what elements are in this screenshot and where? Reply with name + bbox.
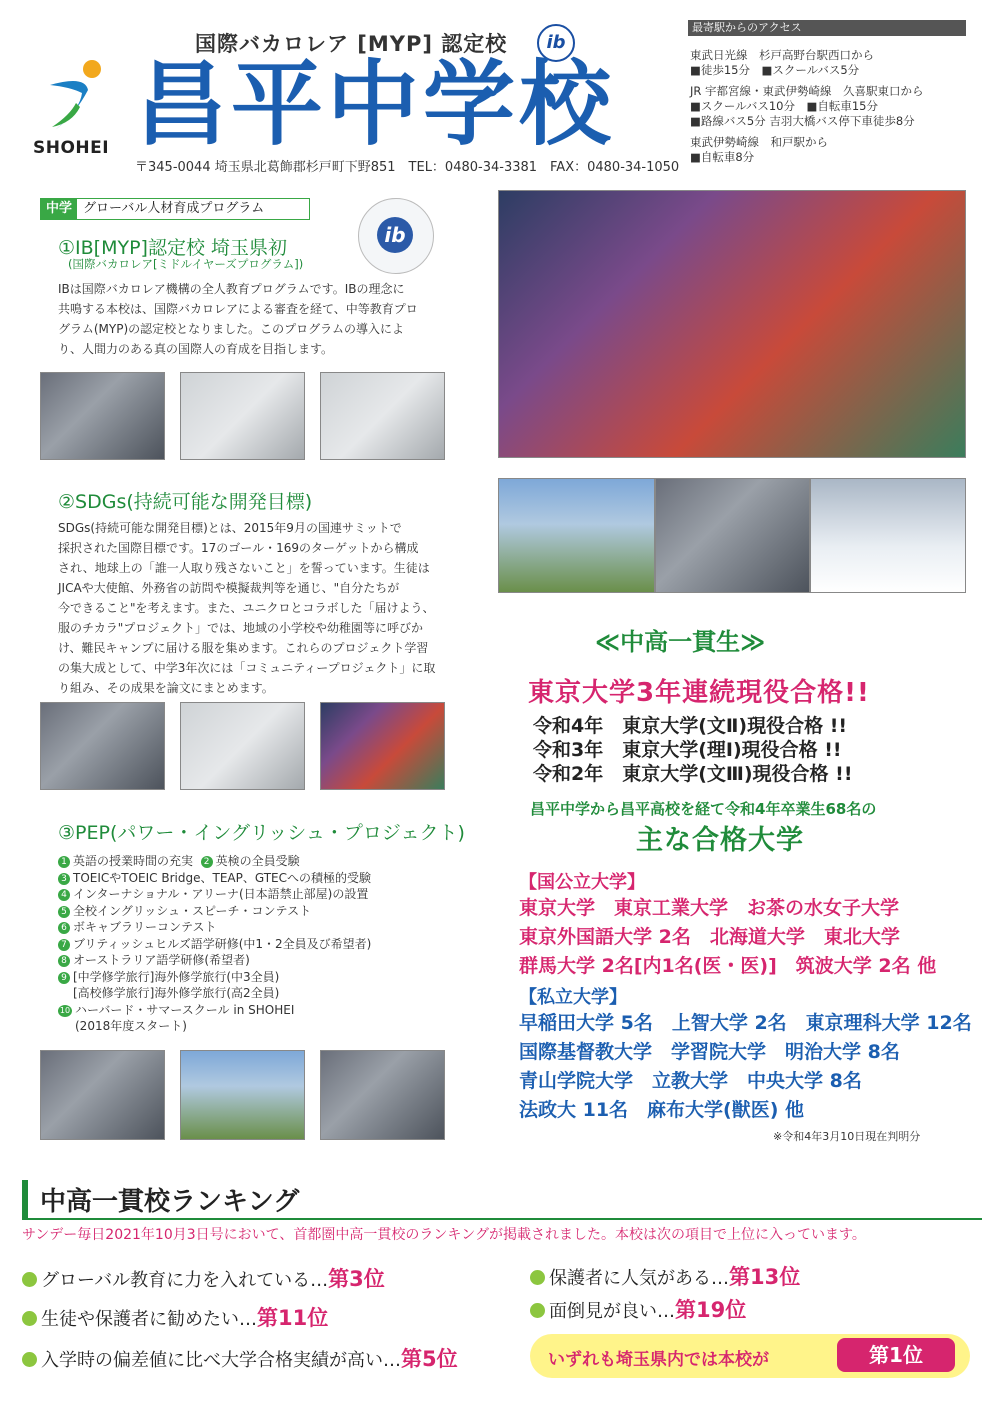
number-badge: 1 <box>58 856 70 868</box>
pep-photo-3 <box>320 1050 445 1140</box>
sdgs-section-text <box>58 518 453 698</box>
number-badge: 9 <box>58 972 70 984</box>
list-item-text: ボキャブラリーコンテスト <box>73 920 217 934</box>
list-item <box>58 870 371 887</box>
ib-section-heading: ①IB[MYP]認定校 埼玉県初 <box>58 237 287 259</box>
text-line: 今できること"を考えます。また、ユニクロとコラボした「届けよう、 <box>58 601 435 615</box>
number-badge: 6 <box>58 922 70 934</box>
ranking-label: 保護者に人気がある… <box>549 1268 729 1289</box>
text-line: SDGs(持続可能な開発目標)とは、2015年9月の国連サミットで <box>58 521 402 535</box>
todai-item: 令和4年 東京大学(文Ⅱ)現役合格 !! <box>533 715 848 737</box>
program-label-text: グローバル人材育成プログラム <box>83 201 265 216</box>
sdgs-photo-2 <box>180 702 305 790</box>
todai-list <box>533 714 853 786</box>
pep-section-heading: ③PEP(パワー・イングリッシュ・プロジェクト) <box>58 822 465 844</box>
access-line: ■スクールバス10分 ■自転車15分 <box>690 99 878 113</box>
univ-line: 東京大学 東京工業大学 お茶の水女子大学 <box>519 897 900 919</box>
univ-line: 群馬大学 2名[内1名(医・医)] 筑波大学 2名 他 <box>519 955 937 977</box>
access-line: ■自転車8分 <box>690 150 755 164</box>
text-line: り組み、その成果を論文にまとめます。 <box>58 681 274 695</box>
ib-photo-classroom <box>40 372 165 460</box>
results-note: ※令和4年3月10日現在判明分 <box>773 1130 921 1143</box>
ranking-rank: 第19位 <box>675 1298 747 1322</box>
access-station: 東武伊勢崎線 和戸駅から <box>690 135 828 149</box>
graduates-line: 昌平中学から昌平高校を経て令和4年卒業生68名の <box>530 800 877 818</box>
ranking-item <box>530 1261 800 1291</box>
todai-headline: 東京大学3年連続現役合格!! <box>528 678 870 708</box>
text-line: り、人間力のある真の国際人の育成を目指します。 <box>58 342 334 356</box>
school-address: 〒345-0044 埼玉県北葛飾郡杉戸町下野851 TEL：0480-34-3381 FAX：0480-34-1050 <box>135 160 680 175</box>
ib-seal-mark: ib <box>377 217 413 253</box>
access-group <box>690 48 980 78</box>
private-heading: 【私立大学】 <box>519 987 627 1008</box>
number-badge: 3 <box>58 873 70 885</box>
text-line: グラム(MYP)の認定校となりました。このプログラムの導入によ <box>58 322 405 336</box>
main-photo-students-costumes <box>498 190 966 458</box>
list-item <box>58 919 371 936</box>
program-label <box>40 198 310 220</box>
ranking-rank: 第13位 <box>729 1265 801 1289</box>
number-badge: 2 <box>201 856 213 868</box>
pep-list <box>58 853 371 1035</box>
top-rank-badge: 第1位 <box>837 1338 955 1372</box>
univ-line: 東京外国語大学 2名 北海道大学 東北大学 <box>519 926 900 948</box>
access-line: ■徒歩15分 ■スクールバス5分 <box>690 63 860 77</box>
list-item-text: インターナショナル・アリーナ(日本語禁止部屋)の設置 <box>73 887 369 901</box>
list-item <box>58 1018 371 1035</box>
ranking-item <box>22 1343 458 1373</box>
list-item-text: オーストラリア語学研修(希望者) <box>73 953 250 967</box>
ranking-label: 入学時の偏差値に比べ大学合格実績が高い… <box>41 1350 401 1371</box>
ranking-label: 生徒や保護者に勧めたい… <box>41 1309 257 1330</box>
list-item <box>58 969 371 986</box>
access-line: ■路線バス5分 吉羽大橋バス停下車徒歩8分 <box>690 114 915 128</box>
private-universities <box>519 983 979 1125</box>
ib-world-school-seal-icon <box>358 198 434 274</box>
univ-line: 法政大 11名 麻布大学(獣医) 他 <box>519 1099 805 1121</box>
photo-skiing <box>810 478 966 593</box>
list-item <box>58 853 371 870</box>
text-line: の集大成として、中学3年次には「コミュニティープロジェクト」に取 <box>58 661 436 675</box>
ranking-rank: 第5位 <box>401 1347 458 1371</box>
ranking-description: サンデー毎日2021年10月3日号において、首都圏中高一貫校のランキングが掲載されました。本校は次の項目で上位に入っています。 <box>22 1227 866 1243</box>
bullet-icon <box>530 1270 545 1285</box>
list-item <box>58 903 371 920</box>
ib-icon: ib <box>537 24 575 62</box>
number-badge: 5 <box>58 906 70 918</box>
todai-item: 令和2年 東京大学(文Ⅲ)現役合格 !! <box>533 763 853 785</box>
bullet-icon <box>22 1272 37 1287</box>
text-line: され、地球上の「誰一人取り残さないこと」を誓っています。生徒は <box>58 561 430 575</box>
list-item <box>58 886 371 903</box>
text-line: 服のチカラ"プロジェクト」では、地域の小学校や幼稚園等に呼びか <box>58 621 424 635</box>
ranking-rank: 第11位 <box>257 1306 329 1330</box>
number-badge: 8 <box>58 955 70 967</box>
program-tag: 中学 <box>41 199 77 219</box>
list-item-text: (2018年度スタート) <box>75 1019 187 1033</box>
text-line: け、難民キャンプに届ける服を集めます。これらのプロジェクト学習 <box>58 641 429 655</box>
text-line: 採択された国際目標です。17のゴール・169のターゲットから構成 <box>58 541 419 555</box>
list-item-text: [中学修学旅行]海外修学旅行(中3全員) <box>73 969 280 984</box>
sdgs-section-heading: ②SDGs(持続可能な開発目標) <box>58 491 313 513</box>
list-item-text: 英検の全員受験 <box>215 854 300 868</box>
number-badge: 4 <box>58 889 70 901</box>
shohei-logo-icon <box>30 55 120 145</box>
ranking-divider <box>22 1218 982 1220</box>
access-group <box>690 135 980 165</box>
access-station: JR 宇都宮線・東武伊勢崎線 久喜駅東口から <box>690 84 924 98</box>
univ-line: 早稲田大学 5名 上智大学 2名 東京理科大学 12名 <box>519 1012 972 1034</box>
ranking-rank: 第3位 <box>328 1267 385 1291</box>
ranking-item <box>22 1263 385 1293</box>
number-badge: 7 <box>58 939 70 951</box>
ib-section-sub: (国際バカロレア[ミドルイヤーズプログラム]) <box>68 257 304 271</box>
results-heading: ≪中高一貫生≫ <box>595 628 766 656</box>
logo-text: SHOHEI <box>33 138 110 158</box>
ranking-label: グローバル教育に力を入れている… <box>41 1270 329 1291</box>
list-item-text: 全校イングリッシュ・スピーチ・コンテスト <box>73 903 312 918</box>
sdgs-photo-3 <box>320 702 445 790</box>
access-group <box>690 84 980 129</box>
number-badge: 10 <box>59 1005 71 1015</box>
pep-photo-2 <box>180 1050 305 1140</box>
text-line: 共鳴する本校は、国際バカロレアによる審査を経て、中等教育プロ <box>58 302 418 316</box>
access-info <box>690 48 980 171</box>
bullet-icon <box>22 1311 37 1326</box>
ranking-title: 中高一貫校ランキング <box>40 1187 300 1217</box>
ib-section-text <box>58 279 448 359</box>
bullet-icon <box>530 1303 545 1318</box>
ranking-item <box>530 1294 746 1324</box>
list-item <box>58 1002 371 1019</box>
main-universities-heading: 主な合格大学 <box>636 825 804 856</box>
text-line: IBは国際バカロレア機構の全人教育プログラムです。IBの理念に <box>58 282 405 296</box>
ib-photo-group <box>180 372 305 460</box>
ranking-item <box>22 1302 328 1332</box>
list-item <box>58 985 371 1002</box>
page-title: 昌平中学校 <box>135 51 616 158</box>
sdgs-photo-1 <box>40 702 165 790</box>
photo-group-ceremony <box>655 478 810 593</box>
list-item-text: [高校修学旅行]海外修学旅行(高2全員) <box>73 986 280 1000</box>
ib-photo-presentation <box>320 372 445 460</box>
top-rank-text: いずれも埼玉県内では本校が <box>548 1350 769 1370</box>
list-item <box>58 936 371 953</box>
univ-line: 国際基督教大学 学習院大学 明治大学 8名 <box>519 1041 900 1063</box>
access-station: 東武日光線 杉戸高野台駅西口から <box>690 48 874 62</box>
todai-item: 令和3年 東京大学(理Ⅰ)現役合格 !! <box>533 739 842 761</box>
public-universities <box>519 868 979 981</box>
list-item-text: ハーバード・サマースクール in SHOHEI <box>75 1002 295 1017</box>
photo-outdoor-cooking <box>498 478 655 593</box>
pep-photo-1 <box>40 1050 165 1140</box>
list-item-text: ブリティッシュヒルズ語学研修(中1・2全員及び希望者) <box>73 936 372 951</box>
public-heading: 【国公立大学】 <box>519 872 645 893</box>
list-item <box>58 952 371 969</box>
univ-line: 青山学院大学 立教大学 中央大学 8名 <box>519 1070 862 1092</box>
list-item-text: 英語の授業時間の充実 <box>73 854 194 868</box>
access-heading: 最寄駅からのアクセス <box>688 20 966 36</box>
list-item-text: TOEICやTOEIC Bridge、TEAP、GTECへの積極的受験 <box>73 870 372 885</box>
ranking-label: 面倒見が良い… <box>549 1301 675 1322</box>
page-subtitle: 国際バカロレア [MYP] 認定校 <box>195 32 508 56</box>
text-line: JICAや大使館、外務省の訪問や模擬裁判等を通じ、"自分たちが <box>58 581 400 595</box>
ranking-accent-bar <box>22 1180 28 1218</box>
bullet-icon <box>22 1352 37 1367</box>
